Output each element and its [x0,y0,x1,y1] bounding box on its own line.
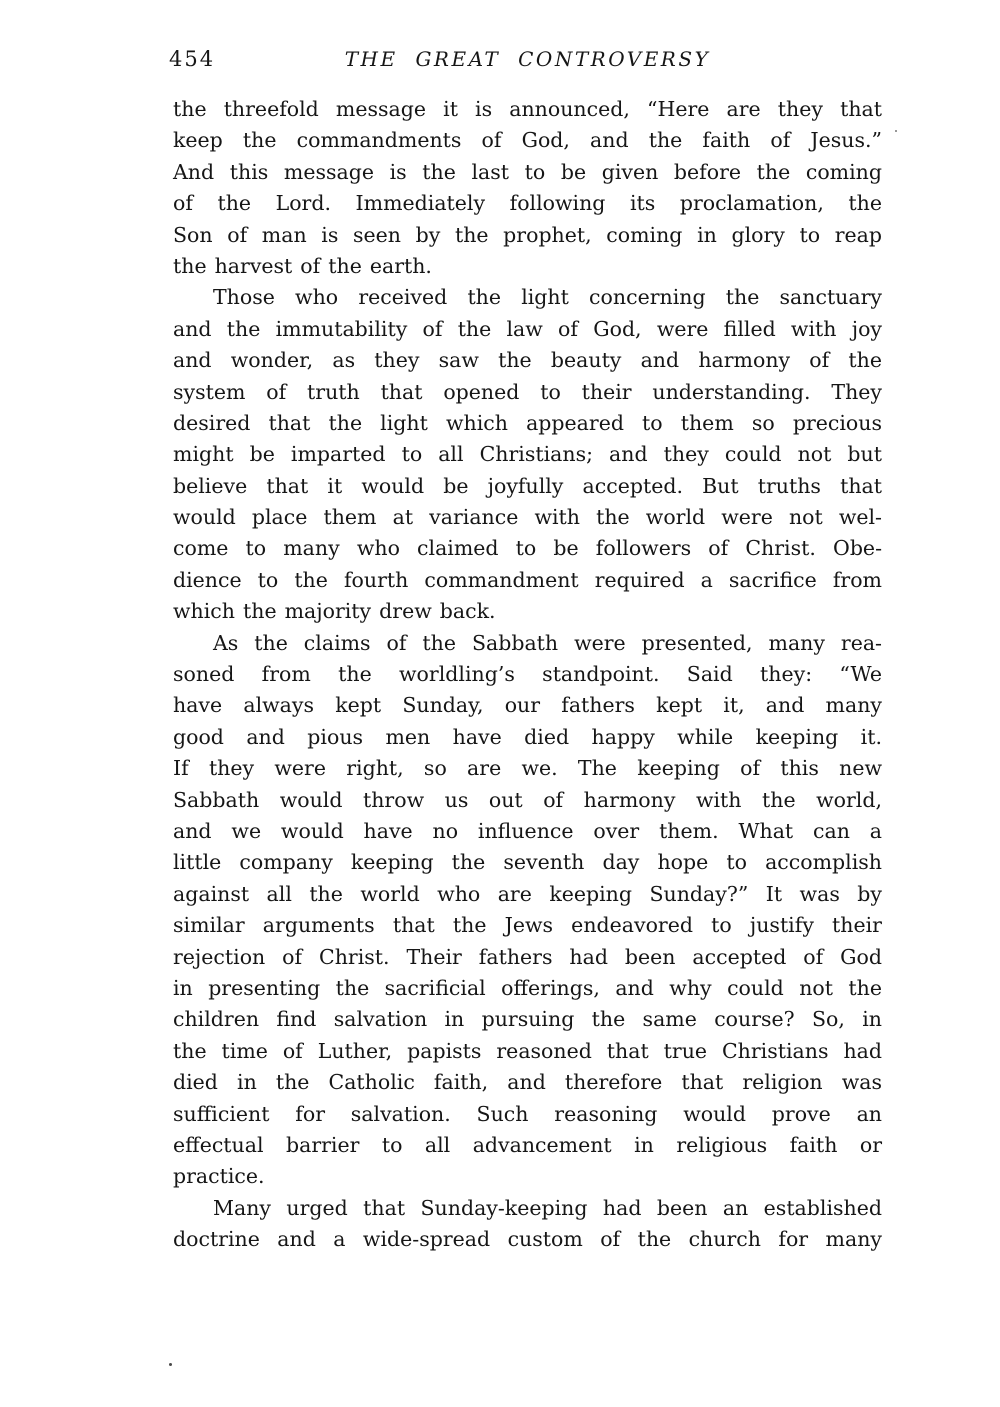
text-line: practice. [173,1164,265,1189]
text-line: of the Lord. Immediately following its proclamation, the [173,191,882,216]
text-line: would place them at variance with the world were not wel- [173,505,882,530]
text-line: keep the commandments of God, and the faith of Jesus.” [173,128,882,153]
text-line: and we would have no influence over them. What can a [173,818,882,843]
text-line: have always kept Sunday, our fathers kept it, and many [173,693,882,718]
text-line: the harvest of the earth. [173,253,432,278]
text-line: If they were right, so are we. The keeping of this new [173,756,882,781]
text-line: doctrine and a wide-spread custom of the church for many [173,1227,882,1252]
text-line: rejection of Christ. Their fathers had been accepted of God [173,944,882,969]
text-line: dience to the fourth commandment required a sacrifice from [173,567,882,592]
text-line: system of truth that opened to their understanding. They [173,379,882,404]
paragraph [173,1193,882,1256]
text-line: soned from the worldling’s standpoint. Said they: “We [173,662,882,687]
running-header [169,46,882,72]
text-line: effectual barrier to all advancement in religious faith or [173,1132,882,1157]
running-title: THE GREAT CONTROVERSY [344,47,711,71]
text-line: Many urged that Sunday-keeping had been an established [213,1195,882,1220]
text-line: children find salvation in pursuing the same course? So, in [173,1007,882,1032]
text-line: against all the world who are keeping Sunday?” It was by [173,881,882,906]
page-number: 454 [169,47,216,71]
text-line: in presenting the sacrificial offerings, and why could not the [173,975,882,1000]
text-line: which the majority drew back. [173,599,496,624]
text-line: As the claims of the Sabbath were presented, many rea- [213,630,882,655]
text-line: Those who received the light concerning the sanctuary [213,285,882,310]
text-line: desired that the light which appeared to them so precious [173,410,882,435]
text-line: Son of man is seen by the prophet, coming in glory to reap [173,222,882,247]
text-column [169,46,882,1255]
paragraph [173,282,882,627]
text-line: good and pious men have died happy while keeping it. [173,724,882,749]
text-line: believe that it would be joyfully accepted. But truths that [173,473,882,498]
text-line: the time of Luther, papists reasoned that true Christians had [173,1038,882,1063]
text-line: and the immutability of the law of God, were filled with joy [173,316,882,341]
paragraph [173,628,882,1193]
text-line: might be imparted to all Christians; and they could not but [173,442,882,467]
text-line: little company keeping the seventh day hope to accomplish [173,850,882,875]
scan-artifact-dot [169,1363,172,1366]
text-line: and wonder, as they saw the beauty and harmony of the [173,348,882,373]
text-line: died in the Catholic faith, and therefore that religion was [173,1070,882,1095]
scan-artifact-dot [895,130,897,132]
text-line: Sabbath would throw us out of harmony with the world, [173,787,882,812]
text-line: similar arguments that the Jews endeavored to justify their [173,913,882,938]
text-line: the threefold message it is announced, “Here are they that [173,97,882,121]
text-body [173,94,882,1255]
text-line: And this message is the last to be given before the coming [173,159,882,184]
paragraph [173,94,882,282]
text-line: sufficient for salvation. Such reasoning would prove an [173,1101,882,1126]
text-line: come to many who claimed to be followers of Christ. Obe- [173,536,882,561]
